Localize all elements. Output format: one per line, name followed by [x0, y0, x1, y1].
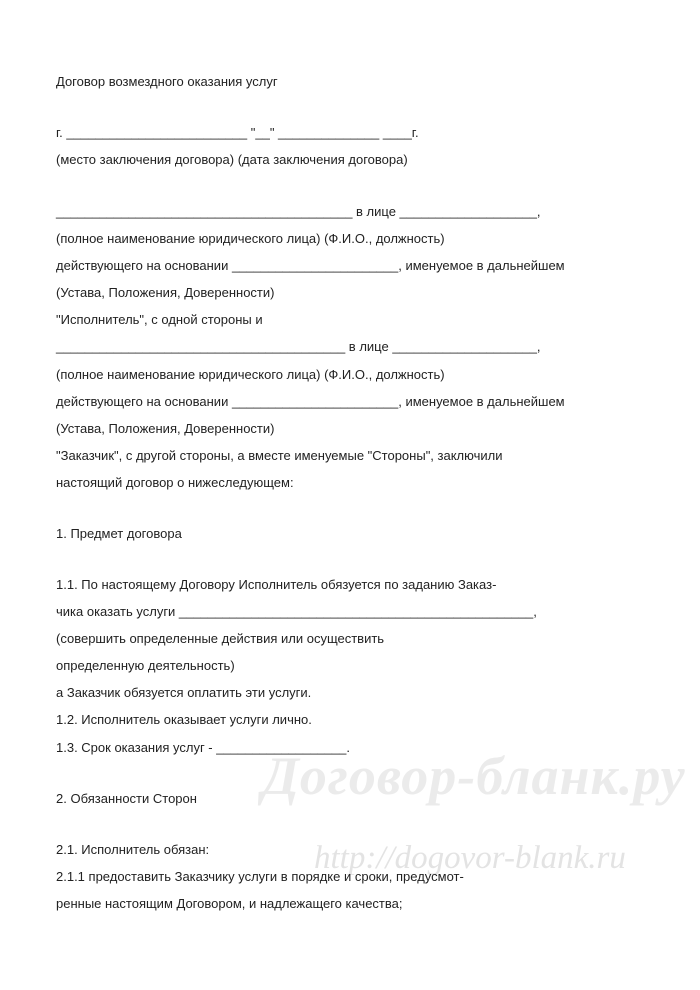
- clause-2-1: 2.1. Исполнитель обязан:: [56, 842, 210, 857]
- watermark-brand: Договор-бланк.ру: [262, 746, 686, 806]
- agreement-intro-line: настоящий договор о нижеследующем:: [56, 475, 294, 490]
- clause-1-1-line-1: 1.1. По настоящему Договору Исполнитель обязуется по заданию Заказ-: [56, 577, 497, 592]
- customer-basis-caption: (Устава, Положения, Доверенности): [56, 421, 275, 436]
- clause-1-1-caption-1: (совершить определенные действия или осуществить: [56, 631, 385, 646]
- clause-1-3: 1.3. Срок оказания услуг - __________________.: [56, 740, 350, 755]
- document-title: Договор возмездного оказания услуг: [56, 74, 278, 89]
- executor-name-line: _________________________________________ в лице ___________________,: [56, 204, 541, 219]
- customer-name-line: ________________________________________ в лице ____________________,: [56, 339, 541, 354]
- place-date-line: г. _________________________ "__" ______________ ____г.: [56, 125, 419, 140]
- place-date-caption: (место заключения договора) (дата заключения договора): [56, 152, 408, 167]
- customer-name-caption: (полное наименование юридического лица) (Ф.И.О., должность): [56, 367, 445, 382]
- clause-1-2: 1.2. Исполнитель оказывает услуги лично.: [56, 712, 312, 727]
- clause-1-1-line-2: чика оказать услуги _________________________________________________,: [56, 604, 537, 619]
- clause-2-1-1-line-2: ренные настоящим Договором, и надлежащего качества;: [56, 896, 403, 911]
- section-2-heading: 2. Обязанности Сторон: [56, 791, 197, 806]
- executor-role-line: "Исполнитель", с одной стороны и: [56, 312, 263, 327]
- executor-basis-line: действующего на основании _______________________, именуемое в дальнейшем: [56, 258, 565, 273]
- customer-basis-line: действующего на основании _______________________, именуемое в дальнейшем: [56, 394, 565, 409]
- clause-2-1-1-line-1: 2.1.1 предоставить Заказчику услуги в порядке и сроки, предусмот-: [56, 869, 464, 884]
- watermark-url: http://dogovor-blank.ru: [314, 840, 626, 876]
- executor-basis-caption: (Устава, Положения, Доверенности): [56, 285, 275, 300]
- section-1-heading: 1. Предмет договора: [56, 526, 182, 541]
- customer-role-line: "Заказчик", с другой стороны, а вместе именуемые "Стороны", заключили: [56, 448, 503, 463]
- clause-1-1-line-3: а Заказчик обязуется оплатить эти услуги.: [56, 685, 312, 700]
- clause-1-1-caption-2: определенную деятельность): [56, 658, 235, 673]
- executor-name-caption: (полное наименование юридического лица) (Ф.И.О., должность): [56, 231, 445, 246]
